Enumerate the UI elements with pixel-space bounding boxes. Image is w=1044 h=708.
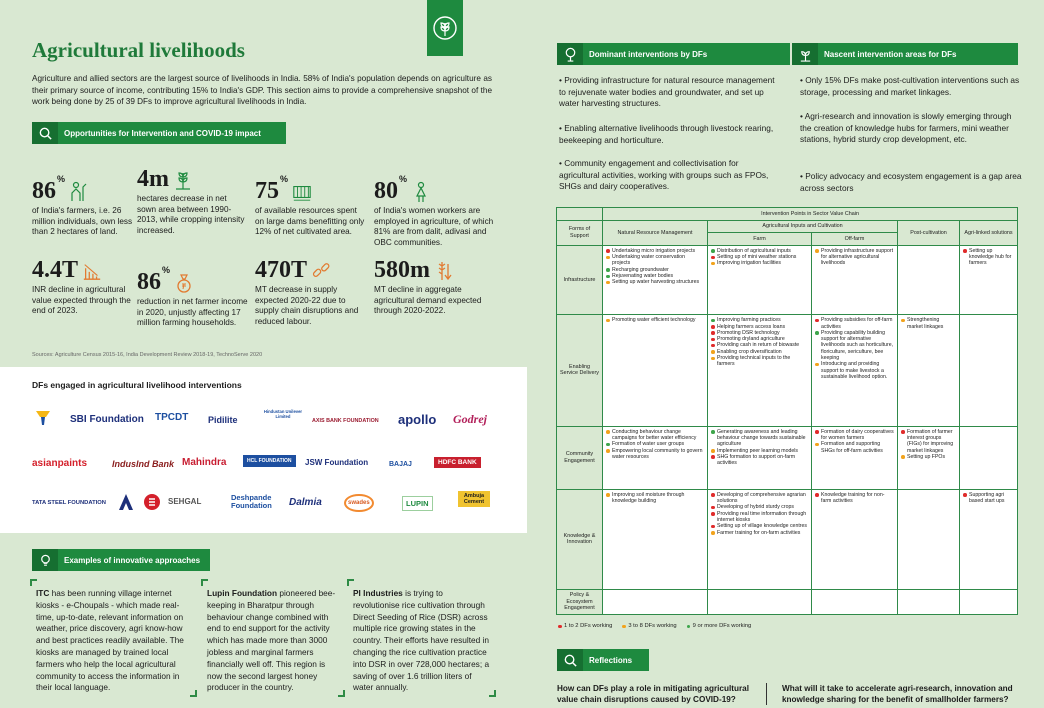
- logo-hdfc: HDFC BANK: [434, 457, 481, 468]
- list-item: Implementing peer learning models: [711, 448, 808, 454]
- stat-7-desc: MT decrease in supply expected 2020-22 due to supply chain disruptions and reduced labour.: [255, 285, 359, 326]
- bracket: [190, 690, 197, 697]
- logo-deshpande: Deshpande Foundation: [231, 493, 272, 510]
- list-item: SHG formation to support on-farm activities: [711, 454, 808, 467]
- case-pi: [347, 583, 497, 699]
- logo-dalmia: Dalmia: [289, 497, 322, 508]
- reflections-header: [557, 649, 649, 671]
- cell: [960, 589, 1018, 614]
- cell: [812, 589, 898, 614]
- cell: [708, 589, 812, 614]
- logo-asianpaints: asianpaints: [32, 458, 88, 469]
- cell-ki-agri: [960, 489, 1018, 589]
- list-item: Rejuvenating water bodies: [606, 273, 704, 279]
- list-item: Providing infrastructure support for alternative agricultural livelihoods: [815, 248, 894, 267]
- list-item: Improving soil moisture through knowledge building: [606, 492, 704, 505]
- legend-3-8: 3 to 8 DFs working: [622, 623, 676, 629]
- cell-infra-post: [898, 245, 960, 314]
- stat-2: [137, 167, 247, 236]
- list-item: Undertaking micro irrigation projects: [606, 248, 704, 254]
- stat-1-unit: %: [57, 174, 66, 184]
- nascent-item-1: • Only 15% DFs make post-cultivation interventions such as storage, processing and market linkages.: [800, 75, 1020, 97]
- s-logo-icon: [143, 493, 161, 511]
- stat-7-value: 470T: [255, 257, 308, 283]
- dominant-header: [557, 43, 790, 65]
- nascent-header: [792, 43, 1018, 65]
- offfarm-header: Off-farm: [812, 233, 898, 246]
- list-item: Promoting DSR technology: [711, 330, 808, 336]
- wheat-decline-icon: [434, 260, 454, 282]
- sprout-icon: [792, 43, 818, 65]
- innovative-header-label: Examples of innovative approaches: [64, 555, 201, 565]
- list-item: Developing of comprehensive agrarian solutions: [711, 492, 808, 505]
- list-item: Formation of farmer interest groups (FIGs) for improving market linkages: [901, 429, 956, 454]
- list-item: Setting up FPOs: [901, 454, 956, 460]
- dominant-item-1: • Providing infrastructure for natural resource management to rejuvenate water bodies and groundwater, and set up water harvesting structures.: [559, 75, 775, 108]
- logo-hul: Hindustan Unilever Limited: [263, 409, 303, 419]
- stat-6: [137, 258, 249, 329]
- farmer-icon: [69, 181, 89, 203]
- intro-paragraph: Agriculture and allied sectors are the largest source of livelihoods in India. 58% of India's population depends on agriculture as their primary source of income, contributing 15% to India's GDP. This section aims to provide a comprehensive snapshot of the work being done by 25 of 39 DFs to improve agricultural livelihoods in India.: [32, 74, 492, 106]
- row-label-infrastructure: Infrastructure: [557, 245, 603, 314]
- dam-icon: [292, 181, 312, 203]
- cell-ce-off: [812, 426, 898, 489]
- logo-axis: AXIS BANK FOUNDATION: [312, 418, 379, 424]
- cell-esd-off: [812, 315, 898, 426]
- list-item: Knowledge training for non-farm activities: [815, 492, 894, 505]
- cell-infra-nrm: [603, 245, 708, 314]
- stat-1-desc: of India's farmers, i.e. 26 million individuals, own less than 2 hectares of land.: [32, 206, 133, 236]
- list-item: Setting up of village knowledge centres: [711, 523, 808, 529]
- nascent-item-2: • Agri-research and innovation is slowly emerging through the creation of knowledge hubs for farmers, mini weather stations, hybrid sturdy crop development, etc.: [800, 111, 1012, 144]
- cell-ki-nrm: [603, 489, 708, 589]
- triangle-logo-icon: [117, 492, 135, 512]
- list-item: Providing real time information through internet kiosks: [711, 511, 808, 524]
- list-item: Strengthening market linkages: [901, 317, 956, 330]
- stat-8-desc: MT decline in aggregate agricultural demand expected through 2020-2022.: [374, 285, 482, 315]
- broken-chain-icon: [311, 260, 331, 282]
- dominant-item-3: • Community engagement and collectivisation for agricultural activities, working with groups such as FPOs, SHGs and dairy cooperatives.: [559, 158, 769, 191]
- list-item: Promoting dryland agriculture: [711, 336, 808, 342]
- innovative-header: [32, 549, 210, 571]
- case-lupin-text: pioneered bee-keeping in Bharatpur through behaviour change combined with end to end support for the activity which has made more than 3000 jobless and marginal farmers financially well off. This region is now the second largest honey producer in the country.: [207, 588, 336, 693]
- crop-icon: [173, 169, 193, 191]
- stat-4-value: 80: [374, 178, 398, 204]
- logo-apollo: apollo: [398, 412, 437, 427]
- logo-sbi: SBI Foundation: [70, 414, 144, 425]
- plant-icon: [432, 15, 458, 41]
- dominant-header-label: Dominant interventions by DFs: [589, 49, 708, 59]
- cell-ki-farm: [708, 489, 812, 589]
- cell-infra-off: [812, 245, 898, 314]
- logo-bajaj: BAJAJ: [389, 461, 412, 468]
- reflection-question-2: What will it take to accelerate agri-research, innovation and knowledge sharing for the benefit of smallholder farmers?: [782, 684, 1013, 704]
- value-chain-table: [556, 207, 1017, 615]
- bracket: [489, 690, 496, 697]
- list-item: Introducing and providing support to make livestock a sustainable livelihood option.: [815, 361, 894, 380]
- divider: [766, 683, 767, 705]
- cell-esd-farm: [708, 315, 812, 426]
- case-lupin: [201, 583, 345, 699]
- stat-1-value: 86: [32, 178, 56, 204]
- stat-3-value: 75: [255, 178, 279, 204]
- list-item: Recharging groundwater: [606, 267, 704, 273]
- list-item: Providing subsidies for off-farm activities: [815, 317, 894, 330]
- row-label-community: Community Engagement: [557, 426, 603, 489]
- cell-ki-off: [812, 489, 898, 589]
- stat-4: [374, 167, 494, 248]
- dfs-panel: [0, 367, 527, 533]
- stat-5-desc: INR decline in agricultural value expected through the end of 2023.: [32, 285, 131, 315]
- row-label-knowledge: Knowledge & Innovation: [557, 489, 603, 589]
- cell-ce-post: [898, 426, 960, 489]
- reflections-header-label: Reflections: [589, 655, 633, 665]
- magnifier-icon: [557, 649, 583, 671]
- opportunities-header: [32, 122, 286, 144]
- list-item: Farmer training for on-farm activities: [711, 530, 808, 536]
- logo-hcl: HCL FOUNDATION: [243, 455, 296, 467]
- cell-esd-agri: [960, 315, 1018, 426]
- cell-ce-agri: [960, 426, 1018, 489]
- forms-header: Forms of Support: [557, 220, 603, 245]
- reflection-question-1: How can DFs play a role in mitigating agricultural value chain disruptions caused by COVID-19?: [557, 684, 749, 704]
- list-item: Distribution of agricultural inputs: [711, 248, 808, 254]
- logo-indusind: IndusInd Bank: [112, 459, 175, 469]
- stat-6-unit: %: [162, 265, 171, 275]
- legend-9plus: 9 or more DFs working: [687, 623, 752, 629]
- list-item: Formation of water user groups: [606, 441, 704, 447]
- tree-icon: [557, 43, 583, 65]
- cell-ce-farm: [708, 426, 812, 489]
- list-item: Supporting agri based start ups: [963, 492, 1014, 505]
- logo-tpcdt: TPCDT: [155, 412, 189, 423]
- list-item: Helping farmers access loans: [711, 324, 808, 330]
- agri-header: Agri-linked solutions: [960, 220, 1018, 245]
- list-item: Formation and supporting SHGs for off-farm activities: [815, 441, 894, 454]
- torch-logo-icon: [32, 405, 54, 427]
- case-pi-text: is trying to revolutionise rice cultivation through Direct Seeding of Rice (DSR) across multiple rice growing states in the country. Their efforts have resulted in changing the rice cultivation practice into DSR in over 728,000 hectares; a saving of over 1.6 trillion liters of water annually.: [353, 588, 490, 693]
- page-title: Agricultural livelihoods: [32, 38, 245, 62]
- case-itc-text: has been running village internet kiosks - e-Choupals - which made real-time, up-to-date, relevant information on weather, price discovery, agri know-how and best practices readily available. The kiosks are managed by trained local farmers who help the local agricultural community to access the information in their local language.: [36, 588, 184, 693]
- stat-3-unit: %: [280, 174, 289, 184]
- post-header: Post-cultivation: [898, 220, 960, 245]
- stat-4-desc: of India's women workers are employed in agriculture, of which 81% are from dalit, adivasi and OBC communities.: [374, 206, 494, 247]
- bracket: [201, 579, 208, 586]
- cell-ce-nrm: [603, 426, 708, 489]
- cell: [603, 589, 708, 614]
- opportunities-header-label: Opportunities for Intervention and COVID-19 impact: [64, 128, 261, 138]
- stat-2-desc: hectares decrease in net sown area between 1990-2013, while cropping intensity increased.: [137, 194, 245, 235]
- stat-4-unit: %: [399, 174, 408, 184]
- logo-swades: swades: [344, 494, 374, 512]
- search-icon: [32, 122, 58, 144]
- lightbulb-icon: [32, 549, 58, 571]
- cell-ki-post: [898, 489, 960, 589]
- case-itc-org: ITC: [36, 588, 50, 598]
- bracket: [338, 690, 345, 697]
- logo-tata: TATA STEEL FOUNDATION: [32, 500, 106, 506]
- cell-esd-nrm: [603, 315, 708, 426]
- case-itc: [30, 583, 196, 699]
- case-pi-org: PI Industries: [353, 588, 403, 598]
- stat-3: [255, 167, 365, 238]
- logo-sehgal: SEHGAL: [168, 497, 202, 506]
- dominant-item-2: • Enabling alternative livelihoods through livestock rearing, beekeeping and horticulture.: [559, 123, 774, 145]
- logo-lupin: LUPIN: [402, 496, 433, 511]
- nrm-header: Natural Resource Management: [603, 220, 708, 245]
- list-item: Undertaking water conservation projects: [606, 254, 704, 267]
- bracket: [347, 579, 354, 586]
- list-item: Formation of dairy cooperatives for women farmers: [815, 429, 894, 442]
- logo-jsw: JSW Foundation: [305, 458, 369, 467]
- list-item: Providing technical inputs to the farmers: [711, 355, 808, 368]
- money-bag-icon: [174, 272, 194, 294]
- list-item: Improving farming practices: [711, 317, 808, 323]
- list-item: Empowering local community to govern water resources: [606, 448, 704, 461]
- list-item: Setting up water harvesting structures: [606, 279, 704, 285]
- case-lupin-org: Lupin Foundation: [207, 588, 278, 598]
- logo-godrej: Godrej: [453, 412, 487, 426]
- stat-6-value: 86: [137, 269, 161, 295]
- nascent-header-label: Nascent intervention areas for DFs: [824, 49, 957, 59]
- cell-infra-agri: [960, 245, 1018, 314]
- sources-note: Sources: Agriculture Census 2015-16, India Development Review 2018-19, TechnoServe 2020: [32, 352, 263, 358]
- decline-chart-icon: [82, 260, 102, 282]
- list-item: Enabling crop diversification: [711, 349, 808, 355]
- table-title: Intervention Points in Sector Value Chain: [603, 208, 1018, 221]
- list-item: Developing of hybrid sturdy crops: [711, 504, 808, 510]
- stat-6-desc: reduction in net farmer income in 2020, unjustly affecting 17 million farming households.: [137, 297, 248, 327]
- list-item: Promoting water efficient technology: [606, 317, 704, 323]
- stat-2-value: 4m: [137, 166, 169, 192]
- list-item: Improving irrigation facilities: [711, 260, 808, 266]
- logo-ambuja: Ambuja Cement: [458, 491, 490, 507]
- nascent-item-3: • Policy advocacy and ecosystem engagement is a gap area across sectors: [800, 171, 1022, 193]
- cell-esd-post: [898, 315, 960, 426]
- cell: [557, 208, 603, 221]
- row-label-policy: Policy & Ecosystem Engagement: [557, 589, 603, 614]
- logo-mahindra: Mahindra: [182, 457, 227, 468]
- list-item: Providing capability building support for alternative livelihoods such as horticulture, floriculture, sericulture, bee keeping: [815, 330, 894, 361]
- row-label-esd: Enabling Service Delivery: [557, 315, 603, 426]
- woman-icon: [411, 181, 431, 203]
- logo-1: [32, 405, 54, 432]
- aic-header: Agricultural Inputs and Cultivation: [708, 220, 898, 233]
- dfs-title: DFs engaged in agricultural livelihood interventions: [32, 380, 242, 390]
- stat-5-value: 4.4T: [32, 257, 79, 283]
- stat-8: [374, 258, 494, 317]
- list-item: Conducting behaviour change campaigns for better water efficiency: [606, 429, 704, 442]
- list-item: Generating awareness and leading behaviour change towards sustainable agriculture: [711, 429, 808, 448]
- stat-5: [32, 258, 137, 317]
- list-item: Providing cash in return of biowaste: [711, 342, 808, 348]
- bracket: [30, 579, 37, 586]
- legend: [558, 623, 751, 629]
- stat-7: [255, 258, 367, 327]
- legend-1-2: 1 to 2 DFs working: [558, 623, 612, 629]
- list-item: Setting up knowledge hub for farmers: [963, 248, 1014, 267]
- top-leaf-badge: [427, 0, 463, 56]
- cell-infra-farm: [708, 245, 812, 314]
- stat-1: [32, 167, 137, 238]
- stat-8-value: 580m: [374, 257, 430, 283]
- logo-pidilite: Pidilite: [208, 415, 238, 425]
- farm-header: Farm: [708, 233, 812, 246]
- list-item: Setting up of mini weather stations: [711, 254, 808, 260]
- cell: [898, 589, 960, 614]
- stat-3-desc: of available resources spent on large dams benefitting only 12% of net cultivated area.: [255, 206, 365, 236]
